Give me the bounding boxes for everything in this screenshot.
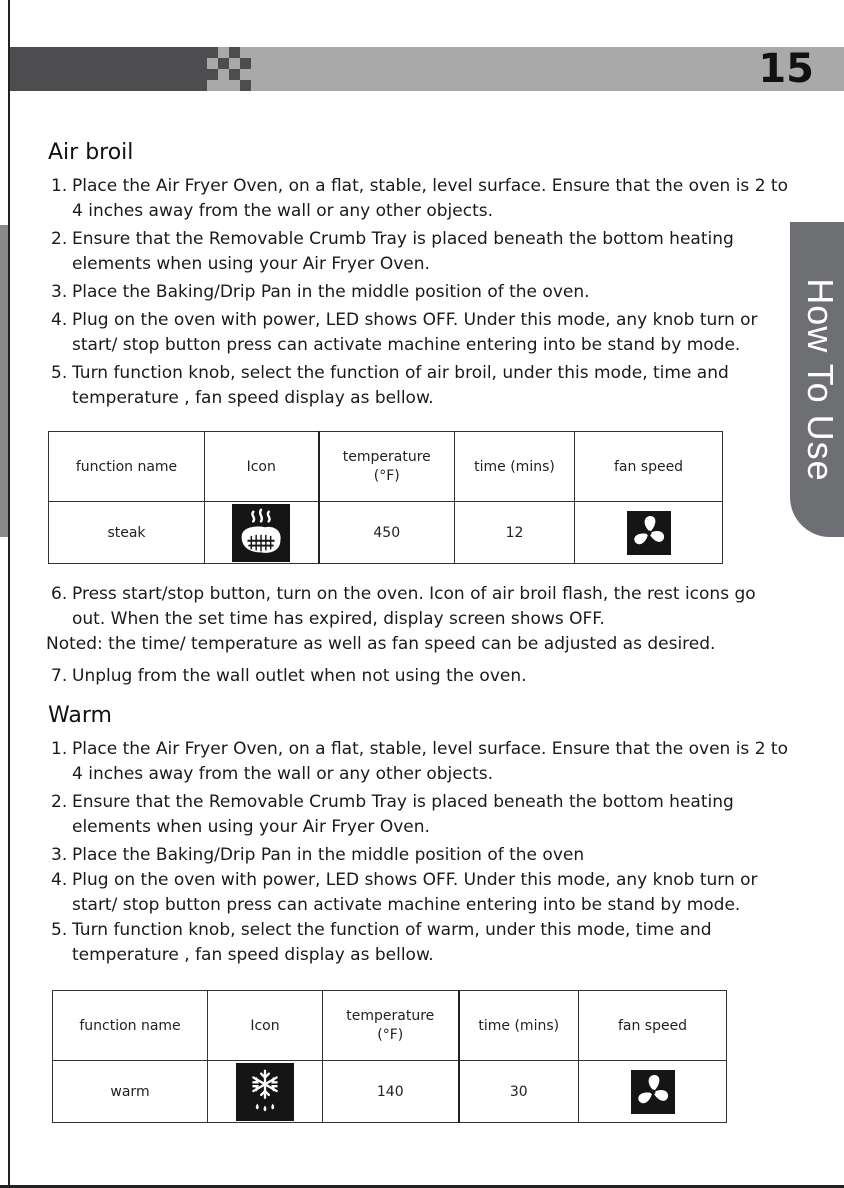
air-broil-steps bbox=[48, 174, 788, 411]
header-icon: Icon bbox=[208, 991, 323, 1061]
list-item: 1. Place the Air Fryer Oven, on a flat, stable, level surface. Ensure that the oven is 2 to 4 inches away from the wall or any other objects. bbox=[51, 739, 788, 784]
fan-icon bbox=[627, 511, 671, 555]
cell-fan-speed bbox=[575, 502, 723, 564]
list-item: 2. Ensure that the Removable Crumb Tray is placed beneath the bottom heating elements when using your Air Fryer Oven. bbox=[51, 229, 734, 274]
header-fan-speed: fan speed bbox=[575, 432, 723, 502]
cell-icon bbox=[205, 502, 319, 564]
list-item: 3. Place the Baking/Drip Pan in the middle position of the oven bbox=[51, 845, 585, 865]
cell-temperature: 140 bbox=[323, 1061, 459, 1123]
header-square bbox=[229, 47, 240, 58]
table-header-row bbox=[53, 991, 727, 1061]
list-item: 5. Turn function knob, select the function of air broil, under this mode, time and temperature , fan speed display as bellow. bbox=[51, 363, 729, 408]
cell-temperature: 450 bbox=[319, 502, 455, 564]
left-gray-strip bbox=[0, 225, 8, 537]
table-row bbox=[49, 502, 723, 564]
note-text: Noted: the time/ temperature as well as fan speed can be adjusted as desired. bbox=[46, 634, 716, 654]
list-item: 6. Press start/stop button, turn on the oven. Icon of air broil flash, the rest icons go out. When the set time has expired, display screen shows OFF. bbox=[51, 584, 756, 629]
header-square bbox=[240, 80, 251, 91]
header-square bbox=[207, 47, 218, 58]
warm-function-table bbox=[52, 990, 727, 1123]
list-item: 5. Turn function knob, select the function of warm, under this mode, time and temperature , fan speed display as bellow. bbox=[51, 920, 712, 965]
warm-steps bbox=[48, 737, 788, 968]
side-tab bbox=[790, 222, 844, 537]
air-broil-steps-continued bbox=[48, 582, 788, 632]
cell-time: 12 bbox=[455, 502, 575, 564]
header-square bbox=[218, 58, 229, 69]
page-number: 15 bbox=[758, 46, 814, 92]
list-item: 2. Ensure that the Removable Crumb Tray is placed beneath the bottom heating elements when using your Air Fryer Oven. bbox=[51, 792, 734, 837]
table-header-row bbox=[49, 432, 723, 502]
header-square bbox=[229, 69, 240, 80]
page-content bbox=[48, 138, 788, 1123]
cell-function-name: warm bbox=[53, 1061, 208, 1123]
section-title-warm: Warm bbox=[48, 703, 112, 728]
table-row bbox=[53, 1061, 727, 1123]
side-tab-label: How To Use bbox=[800, 277, 841, 482]
cell-fan-speed bbox=[579, 1061, 727, 1123]
header-function-name: function name bbox=[53, 991, 208, 1061]
cell-icon bbox=[208, 1061, 323, 1123]
section-title-air-broil: Air broil bbox=[48, 140, 134, 165]
header-time: time (mins) bbox=[459, 991, 579, 1061]
cell-function-name: steak bbox=[49, 502, 205, 564]
header-temperature: temperature (°F) bbox=[319, 432, 455, 502]
steak-icon bbox=[232, 504, 290, 562]
fan-icon bbox=[631, 1070, 675, 1114]
cell-time: 30 bbox=[459, 1061, 579, 1123]
air-broil-final-steps bbox=[48, 664, 788, 689]
header-square bbox=[240, 58, 251, 69]
header-dark-block bbox=[10, 47, 207, 91]
list-item: 4. Plug on the oven with power, LED shows OFF. Under this mode, any knob turn or start/ stop button press can activate machine entering into be stand by mode. bbox=[51, 870, 758, 915]
list-item: 7. Unplug from the wall outlet when not using the oven. bbox=[51, 666, 527, 686]
left-margin-rule bbox=[8, 0, 10, 1188]
header-function-name: function name bbox=[49, 432, 205, 502]
list-item: 1. Place the Air Fryer Oven, on a flat, stable, level surface. Ensure that the oven is 2 to 4 inches away from the wall or any other objects. bbox=[51, 176, 788, 221]
header-fan-speed: fan speed bbox=[579, 991, 727, 1061]
header-square bbox=[207, 69, 218, 80]
header-time: time (mins) bbox=[455, 432, 575, 502]
list-item: 3. Place the Baking/Drip Pan in the middle position of the oven. bbox=[51, 282, 590, 302]
list-item: 4. Plug on the oven with power, LED shows OFF. Under this mode, any knob turn or start/ stop button press can activate machine entering into be stand by mode. bbox=[51, 310, 758, 355]
snowflake-drops-icon bbox=[236, 1063, 294, 1121]
air-broil-function-table bbox=[48, 431, 723, 564]
header-icon: Icon bbox=[205, 432, 319, 502]
header-temperature: temperature (°F) bbox=[323, 991, 459, 1061]
